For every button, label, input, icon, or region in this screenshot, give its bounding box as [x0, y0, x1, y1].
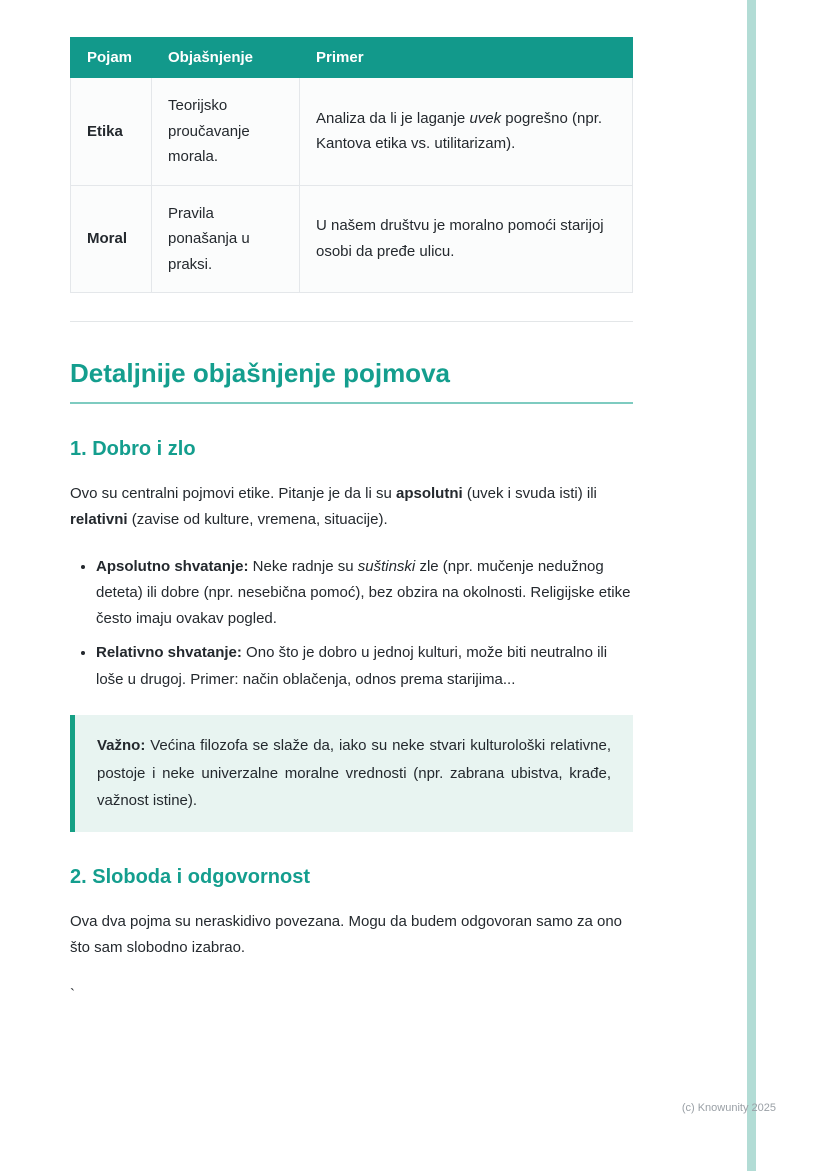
bold-run: relativni — [70, 511, 128, 529]
callout-text — [97, 732, 611, 815]
intro-paragraph — [70, 481, 633, 534]
column-header-primer: Primer — [300, 38, 633, 78]
text-run: Ovo su centralni pojmovi etike. Pitanje je da li su — [70, 485, 396, 502]
explanation-cell: Teorijsko proučavanje morala. — [152, 78, 300, 186]
concept-bullet-list — [70, 554, 633, 693]
italic-run: suštinski — [357, 557, 416, 575]
body-paragraph: Ova dva pojma su neraskidivo povezana. Mogu da budem odgovoran samo za ono što sam slobodno izabrao. — [70, 913, 623, 957]
text-run: Ono što je dobro u jednoj kulturi, može biti neutralno ili loše u drugoj. Primer: način oblačenja, odnos prema starijima... — [96, 644, 608, 688]
section-heading-dobro-i-zlo: 1. Dobro i zlo — [70, 438, 196, 460]
section-divider — [70, 321, 633, 322]
term-cell: Etika — [71, 78, 152, 186]
example-cell — [300, 78, 633, 186]
table-row — [71, 78, 633, 186]
column-header-pojam: Pojam — [71, 38, 152, 78]
example-cell — [300, 185, 633, 293]
bold-run: Relativno shvatanje: — [96, 644, 242, 662]
table-row — [71, 185, 633, 293]
italic-run: uvek — [469, 109, 502, 127]
term-cell: Moral — [71, 185, 152, 293]
text-run: Analiza da li je laganje — [316, 109, 470, 127]
bold-run: apsolutni — [396, 485, 463, 502]
text-run: (uvek i svuda isti) ili — [462, 485, 597, 502]
important-callout — [70, 715, 633, 832]
text-run: zle (npr. mučenje nedužnog deteta) ili dobre (npr. nesebična pomoć), bez obzira na okolnosti. Religijske etike često imaju ovakav pogled. — [96, 557, 631, 627]
terms-table — [70, 37, 633, 293]
text-run: Većina filozofa se slaže da, iako su neke stvari kulturološki relativne, postoje i neke univerzalne moralne vrednosti (npr. zabrana ubistva, krađe, važnost istine). — [97, 736, 611, 810]
stray-backtick: ` — [70, 985, 75, 1003]
bold-run: Važno: — [97, 736, 146, 754]
bold-run: Apsolutno shvatanje: — [96, 557, 249, 575]
copyright-footer: (c) Knowunity 2025 — [681, 1102, 776, 1114]
table-header-row — [71, 38, 633, 78]
page-title: Detaljnije objašnjenje pojmova — [70, 358, 633, 404]
page-edge-strip — [747, 0, 756, 1171]
text-run: Neke radnje su — [248, 557, 358, 575]
document-content — [70, 37, 633, 1008]
list-item — [96, 640, 633, 693]
list-item — [96, 554, 633, 633]
section-heading-sloboda-i-odgovornost: 2. Sloboda i odgovornost — [70, 866, 310, 888]
column-header-objasnjenje: Objašnjenje — [152, 38, 300, 78]
text-run: pogrešno (npr. Kantova etika vs. utilitarizam). — [316, 109, 603, 153]
text-run: U našem društvu je moralno pomoći starijoj osobi da pređe ulicu. — [316, 217, 604, 260]
text-run: (zavise od kulture, vremena, situacije). — [127, 511, 388, 529]
explanation-cell: Pravila ponašanja u praksi. — [152, 185, 300, 293]
